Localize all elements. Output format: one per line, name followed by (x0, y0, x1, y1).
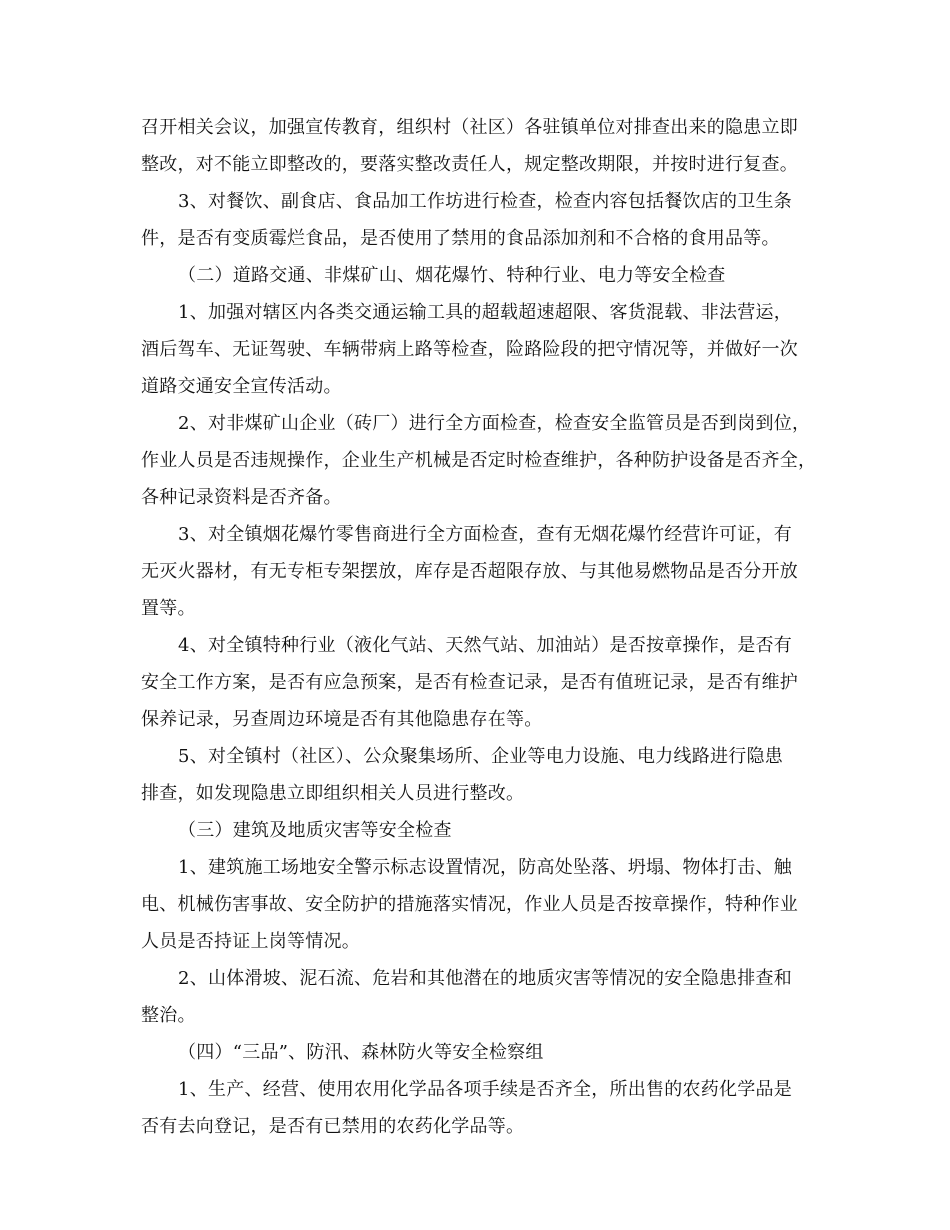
text-line: 1、生产、经营、使用农用化学品各项手续是否齐全，所出售的农药化学品是 (178, 1079, 792, 1100)
section-heading: （四）“三品”、防汛、森林防火等安全检察组 (178, 1042, 544, 1063)
text-line: 排查，如发现隐患立即组织相关人员进行整改。 (141, 783, 525, 804)
text-line: 3、对全镇烟花爆竹零售商进行全方面检查，查有无烟花爆竹经营许可证，有 (178, 524, 792, 545)
text-line: 2、山体滑坡、泥石流、危岩和其他潜在的地质灾害等情况的安全隐患排查和 (178, 968, 792, 989)
text-line: 人员是否持证上岗等情况。 (141, 931, 360, 952)
text-line: 召开相关会议，加强宣传教育，组织村（社区）各驻镇单位对排查出来的隐患立即 (141, 117, 798, 138)
text-line: 2、对非煤矿山企业（砖厂）进行全方面检查，检查安全监管员是否到岗到位， (178, 413, 811, 434)
text-line: 电、机械伤害事故、安全防护的措施落实情况，作业人员是否按章操作，特种作业 (141, 894, 798, 915)
section-heading: （三）建筑及地质灾害等安全检查 (178, 820, 452, 841)
text-line: 置等。 (141, 598, 196, 619)
text-line: 否有去向登记，是否有已禁用的农药化学品等。 (141, 1116, 525, 1137)
text-line: 件，是否有变质霉烂食品，是否使用了禁用的食品添加剂和不合格的食用品等。 (141, 228, 780, 249)
section-heading: （二）道路交通、非煤矿山、烟花爆竹、特种行业、电力等安全检查 (178, 265, 726, 286)
text-line: 3、对餐饮、副食店、食品加工作坊进行检查，检查内容包括餐饮店的卫生条 (178, 191, 792, 212)
text-line: 各种记录资料是否齐备。 (141, 487, 342, 508)
text-line: 5、对全镇村（社区）、公众聚集场所、企业等电力设施、电力线路进行隐患 (178, 746, 783, 767)
text-line: 安全工作方案，是否有应急预案，是否有检查记录，是否有值班记录，是否有维护 (141, 672, 798, 693)
text-line: 酒后驾车、无证驾驶、车辆带病上路等检查，险路险段的把守情况等，并做好一次 (141, 339, 798, 360)
text-line: 1、建筑施工场地安全警示标志设置情况，防高处坠落、坍塌、物体打击、触 (178, 857, 792, 878)
text-line: 整改，对不能立即整改的，要落实整改责任人，规定整改期限，并按时进行复查。 (141, 154, 798, 175)
text-line: 作业人员是否违规操作，企业生产机械是否定时检查维护，各种防护设备是否齐全， (141, 450, 817, 471)
text-line: 整治。 (141, 1005, 196, 1026)
text-line: 无灭火器材，有无专柜专架摆放，库存是否超限存放、与其他易燃物品是否分开放 (141, 561, 798, 582)
text-line: 保养记录，另查周边环境是否有其他隐患存在等。 (141, 709, 543, 730)
text-line: 4、对全镇特种行业（液化气站、天然气站、加油站）是否按章操作，是否有 (178, 635, 792, 656)
text-line: 道路交通安全宣传活动。 (141, 376, 342, 397)
text-line: 1、加强对辖区内各类交通运输工具的超载超速超限、客货混载、非法营运， (178, 302, 792, 323)
